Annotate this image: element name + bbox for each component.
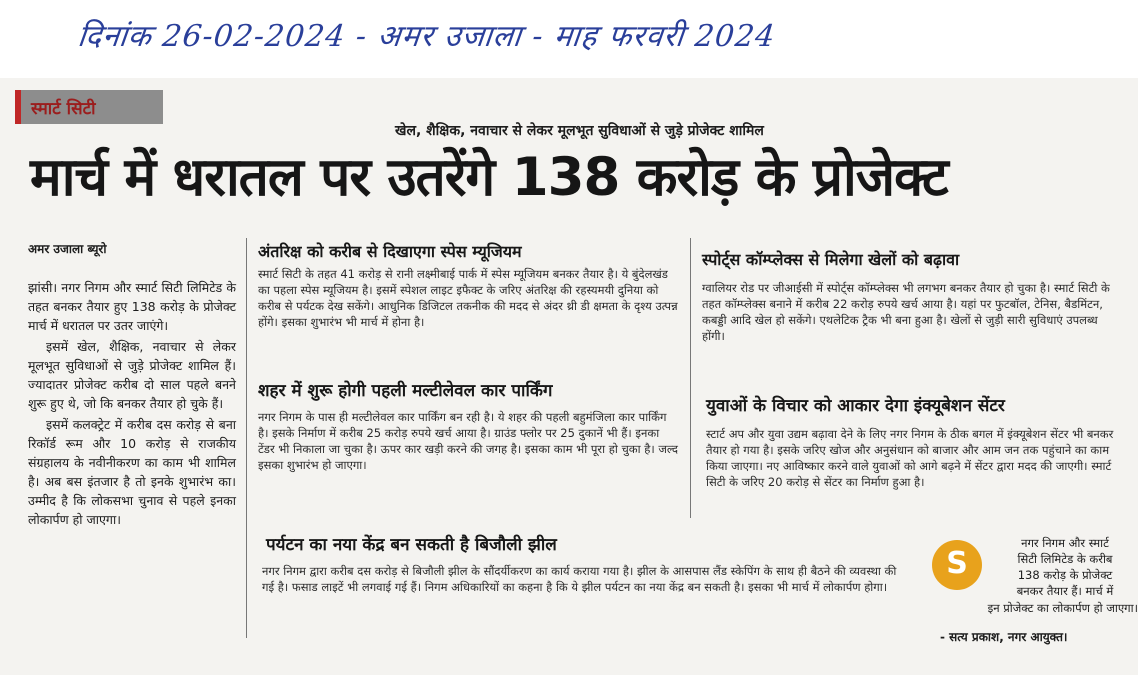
story-body-parking: नगर निगम के पास ही मल्टीलेवल कार पार्किंग बन रही है। ये शहर की पहली बहुमंजिला कार पार्किंग है। इसके निर्माण में करीब 25 करोड़ रुपये खर्च आया है। ग्राउंड फ्लोर पर 25 दुकानें भी हैं। इनका टेंडर भी निकाला जा चुका है। ऊपर कार खड़ी करने की जगह है। इसका काम भी पूरा हो चुका है। जल्द इसका शुभारंभ हो जाएगा। (258, 410, 678, 472)
byline: अमर उजाला ब्यूरो (28, 242, 107, 256)
column-divider (246, 238, 247, 638)
lead-paragraph: इसमें खेल, शैक्षिक, नवाचार से लेकर मूलभूत सुविधाओं से जुड़े प्रोजेक्ट शामिल हैं। ज्यादातर प्रोजेक्ट करीब दो साल पहले बनने शुरू हुए थे, जो कि बनकर तैयार हो चुके हैं। (28, 339, 236, 411)
story-body-lake: नगर निगम द्वारा करीब दस करोड़ से बिजौली झील के सौंदर्यीकरण का कार्य कराया गया है। झील के आसपास लैंड स्केपिंग के साथ ही बैठने की व्यवस्था की गई है। फसाड लाइटें भी लगवाई गई हैं। निगम अधिकारियों का कहना है कि ये झील पर्यटन का नया केंद्र बन सकती है। इसका भी मार्च में लोकार्पण होगा। (262, 564, 897, 594)
quote-line: इन प्रोजेक्ट का लोकार्पण हो जाएगा। (987, 601, 1138, 615)
quote-attribution: - सत्य प्रकाश, नगर आयुक्त। (940, 630, 1068, 644)
section-tag-label: स्मार्ट सिटी (31, 99, 96, 119)
story-body-incubation: स्टार्ट अप और युवा उद्यम बढ़ावा देने के लिए नगर निगम के ठीक बगल में इंक्यूबेशन सेंटर भी बनकर तैयार हो गया है। इसके जरिए खोज और अनुसंधान को बाजार और आम जन तक पहुंचाने का काम किया जाएगा। नए आविष्कार करने वाले युवाओं को आगे बढ़ने में सेंटर द्वारा मदद की जाएगी। स्मार्ट सिटी के जरिए 20 करोड़ से सेंटर का निर्माण हुआ है। (706, 427, 1114, 489)
main-headline: मार्च में धरातल पर उतरेंगे 138 करोड़ के प्रोजेक्ट (30, 147, 948, 208)
quote-last-line-wrap (934, 600, 1138, 616)
column-divider (690, 238, 691, 518)
quote-line: बनकर तैयार हैं। मार्च में (1016, 584, 1114, 598)
lead-paragraph: इसमें कलक्ट्रेट में करीब दस करोड़ से बना रिकॉर्ड रूम और 10 करोड़ से राजकीय संग्रहालय के नवीनीकरण का काम भी शामिल है। अब बस इंतजार है तो इनके शुभारंभ का। उम्मीद है कि लोकसभा चुनाव से पहले इनका लोकार्पण हो जाएगा। (28, 417, 236, 527)
section-tag (15, 90, 163, 124)
lead-column (28, 278, 236, 531)
story-heading-sports: स्पोर्ट्स कॉम्प्लेक्स से मिलेगा खेलों को बढ़ावा (702, 250, 960, 269)
logo-letter: S (946, 546, 968, 581)
story-heading-space-museum: अंतरिक्ष को करीब से दिखाएगा स्पेस म्यूजियम (258, 242, 522, 261)
quote-line: नगर निगम और स्मार्ट (1021, 536, 1109, 550)
story-body-space-museum: स्मार्ट सिटी के तहत 41 करोड़ से रानी लक्ष्मीबाई पार्क में स्पेस म्यूजियम बनकर तैयार है। ये बुंदेलखंड का पहला स्पेस म्यूजियम है। इसमें स्पेशल लाइट इफैक्ट के जरिए अंतरिक्ष की रहस्यमयी दुनिया को करीब से पर्यटक देख सकेंगे। आधुनिक डिजिटल तकनीक की मदद से अंदर थ्री डी क्षमता के दृश्य उत्पन्न होंगे। इसका शुभारंभ भी मार्च में होना है। (258, 267, 678, 329)
story-body-sports: ग्वालियर रोड पर जीआईसी में स्पोर्ट्स कॉम्प्लेक्स भी लगभग बनकर तैयार हो चुका है। स्मार्ट सिटी के तहत कॉम्प्लेक्स बनाने में करीब 22 करोड़ रुपये खर्च आया है। यहां पर फुटबॉल, टेनिस, बैडमिंटन, कबड्डी आदि खेल हो सकेंगे। एथलेटिक ट्रैक भी बना हुआ है। खेलों से जुड़ी सारी सुविधाएं उपलब्ध होंगी। (702, 281, 1110, 343)
story-heading-incubation: युवाओं के विचार को आकार देगा इंक्यूबेशन सेंटर (706, 396, 1005, 416)
lead-paragraph: झांसी। नगर निगम और स्मार्ट सिटी लिमिटेड के तहत बनकर तैयार हुए 138 करोड़ के प्रोजेक्ट मार्च में धरातल पर उतर जाएंगे। (28, 280, 236, 333)
quote-line: 138 करोड़ के प्रोजेक्ट (1017, 568, 1113, 582)
handwritten-date-note: दिनांक 26-02-2024 - अमर उजाला - माह फरवरी 2024 (75, 19, 778, 54)
strap-headline: खेल, शैक्षिक, नवाचार से लेकर मूलभूत सुविधाओं से जुड़े प्रोजेक्ट शामिल (395, 123, 764, 139)
logo-icon (932, 540, 982, 590)
story-heading-parking: शहर में शुरू होगी पहली मल्टीलेवल कार पार्किंग (258, 381, 553, 401)
story-heading-lake: पर्यटन का नया केंद्र बन सकती है बिजौली झील (266, 535, 557, 555)
quote-line: सिटी लिमिटेड के करीब (1017, 552, 1113, 566)
quote-box (990, 535, 1138, 599)
